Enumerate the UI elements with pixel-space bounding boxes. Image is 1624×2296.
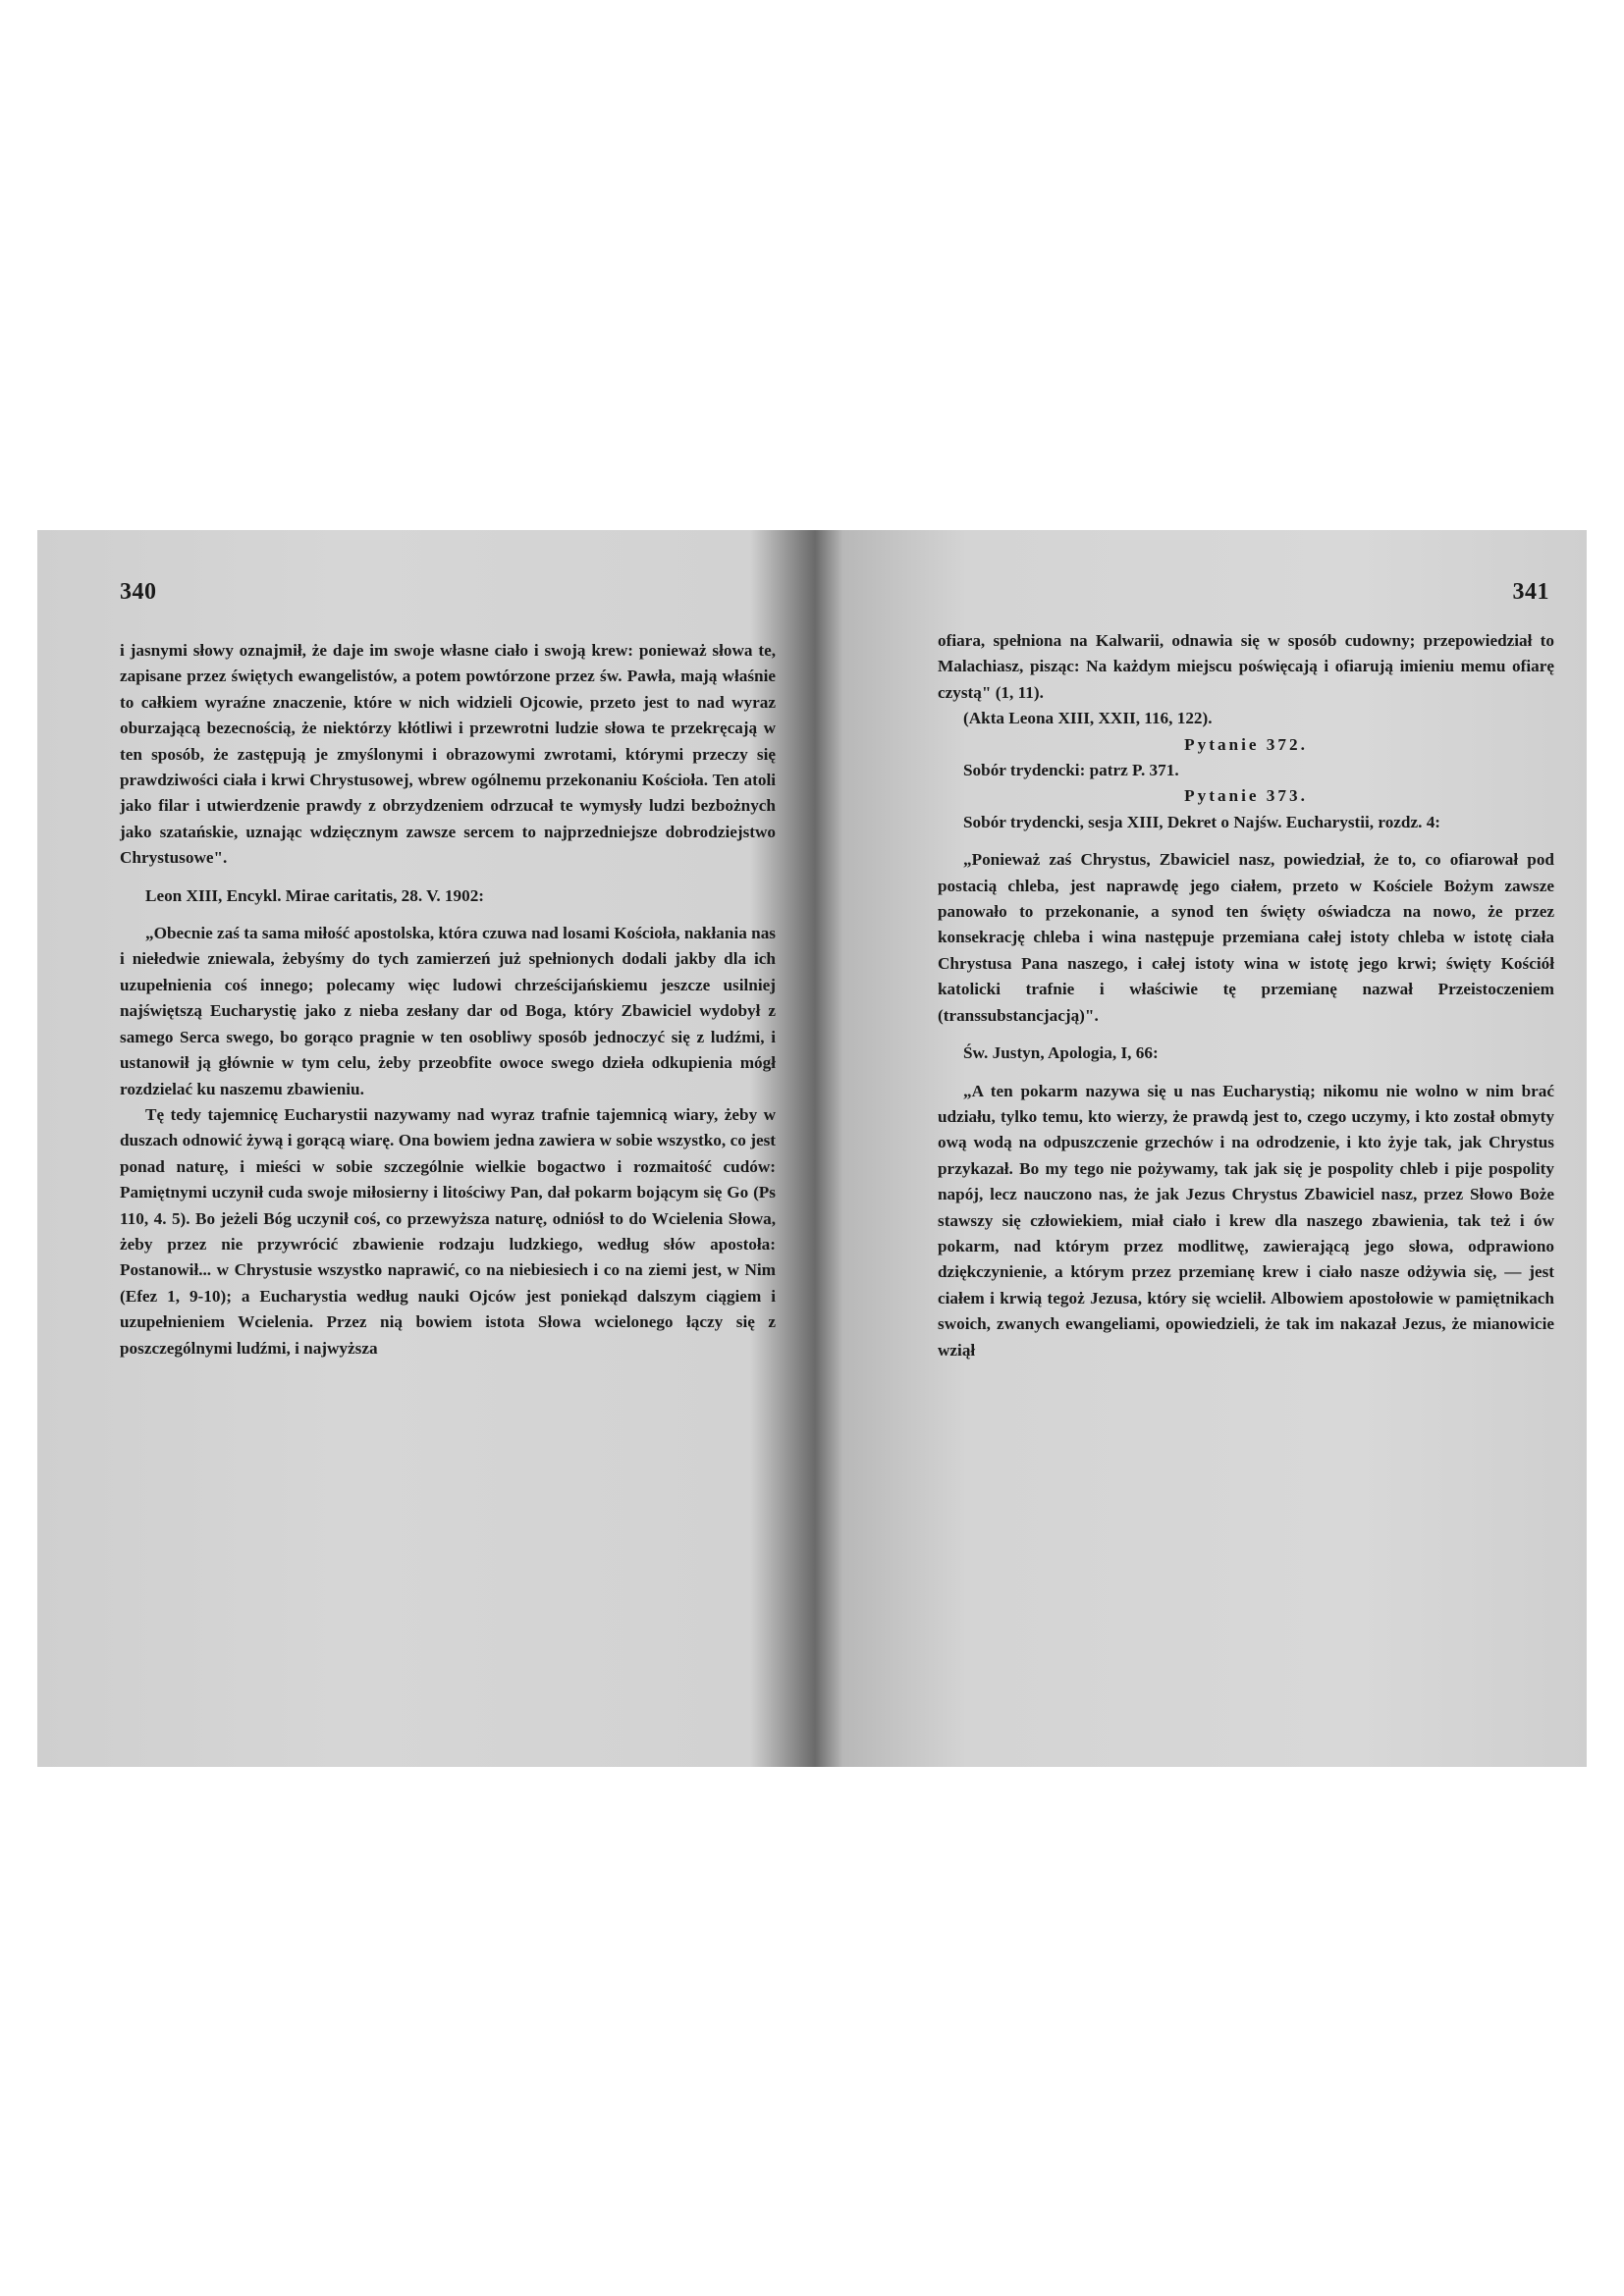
justyn-quote: „A ten pokarm nazywa się u nas Eucharystią; nikomu nie wolno w nim brać udziału, tylko temu, kto wierzy, że prawdą jest to, czego uczymy, i kto został obmyty ową wodą na odpuszczenie grzechów i na odrodzenie, i kto żyje tak, jak Chrystus przykazał. Bo my tego nie pożywamy, tak jak się je pospolity chleb i pije pospolity napój, lecz nauczono nas, że jak Jezus Chrystus Zbawiciel nasz, przez Słowo Boże stawszy się człowiekiem, miał ciało i krew dla naszego zbawienia, tak też i ów pokarm, nad którym przez modlitwę, zawierającą jego słowa, odprawiono dziękczynienie, a którym przez przemianę krew i ciało nasze odżywia się, — jest ciałem i krwią tegoż Jezusa, który się wcielił. Albowiem apostołowie w pamiętnikach swoich, zwanych ewangeliami, opowiedzieli, że tak im nakazał Jezus, że mianowicie wziął [938,1081,1554,1360]
question-372-text: Sobór trydencki: patrz P. 371. [963,761,1179,780]
question-373-quote: „Ponieważ zaś Chrystus, Zbawiciel nasz, powiedział, że to, co ofiarował pod postacią chleba, jest naprawdę jego ciałem, przeto w Kościele Bożym zawsze panowało to przekonanie, a synod ten święty oświadcza na nowo, że przez konsekrację chleba i wina następuje przemiana całej istoty chleba w istotę ciała Chrystusa Pana naszego, i całej istoty wina w istotę jego krwi; święty Kościół katolicki trafnie i właściwie tę przemianę nazwał Przeistoczeniem (transsubstancjacją)". [938,850,1554,1025]
left-paragraph-2: „Obecnie zaś ta sama miłość apostolska, która czuwa nad losami Kościoła, nakłania nas i niełedwie zniewala, żebyśmy do tych zamierzeń już spełnionych dodali jakby dla ich uzupełnienia coś innego; polecamy więc ludowi chrześcijańskiemu jeszcze usilniej najświętszą Eucharystię jako z nieba zesłany dar od Boga, który Zbawiciel wydobył z samego Serca swego, bo gorąco pragnie w ten osobliwy sposób jednoczyć się z ludźmi, i ustanowił ją głównie w tym celu, żeby przeobfite owoce swego dzieła odkupienia mógł rozdzielać ku naszemu zbawieniu. [120,924,776,1098]
question-372-heading: Pytanie 372. [1184,734,1308,754]
question-373-source: Sobór trydencki, sesja XIII, Dekret o Najśw. Eucharystii, rozdz. 4: [963,812,1441,831]
left-paragraph-3: Tę tedy tajemnicę Eucharystii nazywamy nad wyraz trafnie tajemnicą wiary, żeby w duszach odnowić żywą i gorącą wiarę. Ona bowiem jedna zawiera w sobie wszystko, co jest ponad naturę, i mieści w sobie szczególnie wielkie bogactwo i rozmaitość cudów: Pamiętnymi uczynił cuda swoje miłosierny i litościwy Pan, dał pokarm bojącym się Go (Ps 110, 4. 5). Bo jeżeli Bóg uczynił coś, co przewyższa naturę, odniósł to do Wcielenia Słowa, żeby przez nie przywrócić zbawienie rodzaju ludzkiego, według słów apostoła: Postanowił... w Chrystusie wszystko naprawić, co na niebiesiech i co na ziemi jest, w Nim (Efez 1, 9-10); a Eucharystia według nauki Ojców jest poniekąd dalszym ciągiem i uzupełnieniem Wcielenia. Przez nią bowiem istota Słowa wcielonego łączy się z poszczególnymi ludźmi, i najwyższa [120,1104,776,1358]
left-page [37,530,813,1767]
right-page-text [938,628,1554,1363]
justyn-citation: Św. Justyn, Apologia, I, 66: [963,1043,1159,1063]
page-number-right: 341 [1512,579,1549,605]
left-page-text [120,638,776,1362]
right-citation-akta: (Akta Leona XIII, XXII, 116, 122). [963,709,1213,728]
left-paragraph-1: i jasnymi słowy oznajmił, że daje im swoje własne ciało i swoją krew: ponieważ słowa te, zapisane przez świętych ewangelistów, a potem powtórzone przez św. Pawła, mają właśnie to całkiem wyraźne znaczenie, które w nich widzieli Ojcowie, przeto jest to nad wyraz oburzającą bezecnością, że niektórzy kłótliwi i przewrotni ludzie słowa te przekręcają w ten sposób, że zastępują je zmyślonymi i obrazowymi zwrotami, którymi przeczy się prawdziwości ciała i krwi Chrystusowej, wbrew ogólnemu przekonaniu Kościoła. Ten atoli jako filar i utwierdzenie prawdy z obrzydzeniem odrzucał te wymysły ludzi bezbożnych jako szatańskie, uznając wdzięcznym zawsze sercem to najprzedniejsze dobrodziejstwo Chrystusowe". [120,641,776,868]
scanned-book-spread [37,530,1587,1767]
page-number-left: 340 [120,579,157,605]
right-paragraph-1: ofiara, spełniona na Kalwarii, odnawia się w sposób cudowny; przepowiedział to Malachiasz, pisząc: Na każdym miejscu poświęcają i ofiarują imieniu memu ofiarę czystą" (1, 11). [938,631,1554,702]
right-page [823,530,1587,1767]
left-citation-leon: Leon XIII, Encykl. Mirae caritatis, 28. V. 1902: [145,885,485,905]
question-373-heading: Pytanie 373. [1184,786,1308,806]
